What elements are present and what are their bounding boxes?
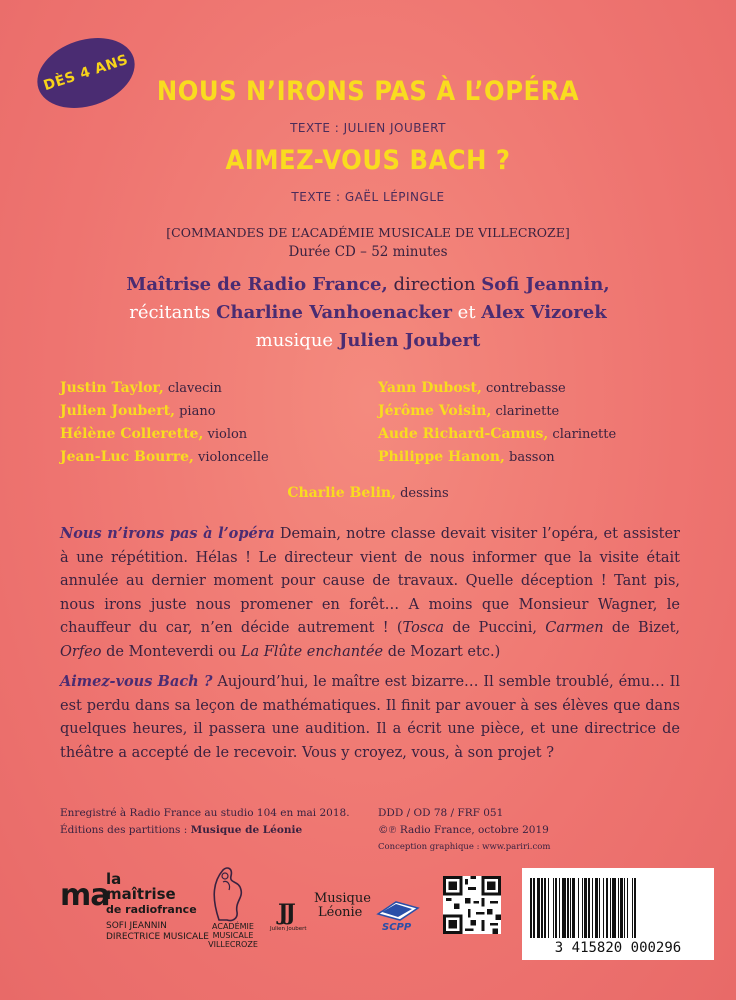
academie-line: ACADÉMIE (212, 922, 254, 931)
illustrator-name: Charlie Belin, (287, 485, 396, 501)
academie-logo (202, 922, 264, 949)
musician (60, 380, 380, 403)
conductor-name: Sofi Jeannin, (481, 274, 610, 295)
musique-word: Musique (314, 891, 371, 906)
leonie-word: Léonie (318, 905, 363, 920)
musician-name: Jean-Luc Bourre, (60, 449, 194, 465)
musician-name: Hélène Collerette, (60, 426, 204, 442)
jj-logo: JJ (278, 900, 293, 926)
synopsis-2-title: Aimez-vous Bach ? (60, 673, 213, 690)
academie-line: MUSICALE (212, 931, 254, 940)
synopsis-2 (60, 670, 680, 765)
work-reference: Tosca (402, 620, 445, 636)
synopsis-1-text: de Bizet, (603, 620, 681, 636)
direction-label: direction (393, 274, 476, 295)
narrators-label: récitants (129, 302, 211, 323)
performers-line2 (0, 302, 736, 323)
work1-title: NOUS N’IRONS PAS À L’OPÉRA (156, 76, 580, 107)
maitrise-line: la (106, 870, 122, 888)
narrator1-name: Charline Vanhoenacker (216, 302, 452, 323)
musician-instrument: piano (179, 404, 216, 419)
music-label: musique (255, 330, 334, 351)
footer-right (378, 805, 550, 856)
musician-name: Aude Richard-Camus, (378, 426, 549, 442)
musician (60, 426, 380, 449)
musician (378, 449, 708, 472)
musician-instrument: clarinette (495, 404, 560, 419)
synopsis-1-title: Nous n’irons pas à l’opéra (60, 525, 275, 542)
synopsis-1-text: de Puccini, (444, 620, 546, 636)
work-reference: Orfeo (60, 643, 102, 660)
musique-leonie-logo (314, 892, 371, 920)
illustrator (0, 485, 736, 501)
barcode-number: 3 415820 000296 (554, 940, 682, 956)
musician-name: Justin Taylor, (60, 380, 164, 396)
narrator2-name: Alex Vizorek (481, 302, 607, 323)
footer-left (60, 805, 350, 839)
work-reference: La Flûte enchantée (240, 643, 384, 660)
musician (378, 403, 708, 426)
barcode-icon (530, 878, 706, 938)
performers-line1 (0, 274, 736, 295)
maitrise-sub: SOFI JEANNIN (106, 921, 167, 931)
catalog-number: DDD / OD 78 / FRF 051 (378, 807, 504, 819)
editions-label: Éditions des partitions : (60, 824, 188, 836)
musician (60, 449, 380, 472)
musician-instrument: clarinette (552, 427, 617, 442)
age-badge-text: DÈS 4 ANS (41, 51, 131, 95)
maitrise-sub: DIRECTRICE MUSICALE (106, 932, 209, 942)
design-credit: Conception graphique : www.pariri.com (378, 842, 551, 852)
illustrator-role: dessins (400, 486, 449, 501)
musician-name: Jérôme Voisin, (378, 403, 492, 419)
academie-emblem-icon (205, 862, 255, 924)
barcode-bar (636, 878, 638, 938)
musicians-right (378, 380, 708, 472)
composer-name: Julien Joubert (338, 330, 481, 351)
jj-logo-sub: Julien Joubert (270, 926, 307, 932)
editions-value: Musique de Léonie (190, 824, 303, 836)
performers-line3 (0, 330, 736, 351)
musician (378, 426, 708, 449)
synopsis-1 (60, 522, 680, 664)
academie-line: VILLECROZE (208, 940, 258, 949)
musician-instrument: violon (207, 427, 248, 442)
work1-credit: TEXTE : JULIEN JOUBERT (290, 121, 446, 135)
synopsis-2-text: Aujourd’hui, le maître est bizarre… Il semble troublé, ému… Il est perdu dans sa leçon de mathématiques. Il finit par avouer à ses élèves que dans quelques heures, il passera une audition. Il a écrit une pièce, et une directrice de théâtre a accepté de le recevoir. Vous y croyez, vous, à son projet ? (60, 674, 680, 761)
work2-title: AIMEZ-VOUS BACH ? (225, 145, 511, 176)
commission: [COMMANDES DE L’ACADÉMIE MUSICALE DE VILLECROZE] (166, 225, 570, 240)
musician-name: Julien Joubert, (60, 403, 175, 419)
copyright: ©℗ Radio France, octobre 2019 (378, 824, 549, 836)
work-reference: Carmen (545, 620, 604, 636)
musician (378, 380, 708, 403)
musician-instrument: violoncelle (198, 450, 269, 465)
work2-credit: TEXTE : GAËL LÉPINGLE (291, 190, 445, 204)
musician-instrument: basson (509, 450, 555, 465)
musician-instrument: contrebasse (486, 381, 566, 396)
maitrise-line: maîtrise (106, 885, 176, 903)
scpp-logo: SCPP (382, 922, 412, 933)
synopsis-1-text: de Mozart etc.) (383, 643, 501, 660)
maitrise-logo (106, 872, 209, 943)
musician-name: Philippe Hanon, (378, 449, 505, 465)
musicians-left (60, 380, 380, 472)
maitrise-line: de radiofrance (106, 903, 197, 916)
musician-name: Yann Dubost, (378, 380, 482, 396)
choir-name: Maîtrise de Radio France, (126, 274, 388, 295)
duration: Durée CD – 52 minutes (288, 244, 448, 260)
recording-info: Enregistré à Radio France au studio 104 en mai 2018. (60, 807, 350, 819)
synopsis-1-text: Demain, notre classe devait visiter l’opéra, et assister à une répétition. Hélas ! Le directeur vient de nous informer que la visite était annulée au dernier moment pour cause de travaux. Quelle déception ! Tant pis, nous irons juste nous promener en forêt… A moins que Monsieur Wagner, le chauffeur du car, n’en décide autrement ! ( (60, 526, 680, 636)
scpp-emblem-icon (376, 898, 420, 922)
and-word: et (457, 302, 476, 323)
musician-instrument: clavecin (167, 381, 222, 396)
qr-code-icon (443, 876, 501, 934)
editions-info (60, 822, 350, 839)
musician (60, 403, 380, 426)
synopsis-1-text: de Monteverdi ou (101, 643, 241, 660)
ma-logo: ma (60, 878, 110, 913)
